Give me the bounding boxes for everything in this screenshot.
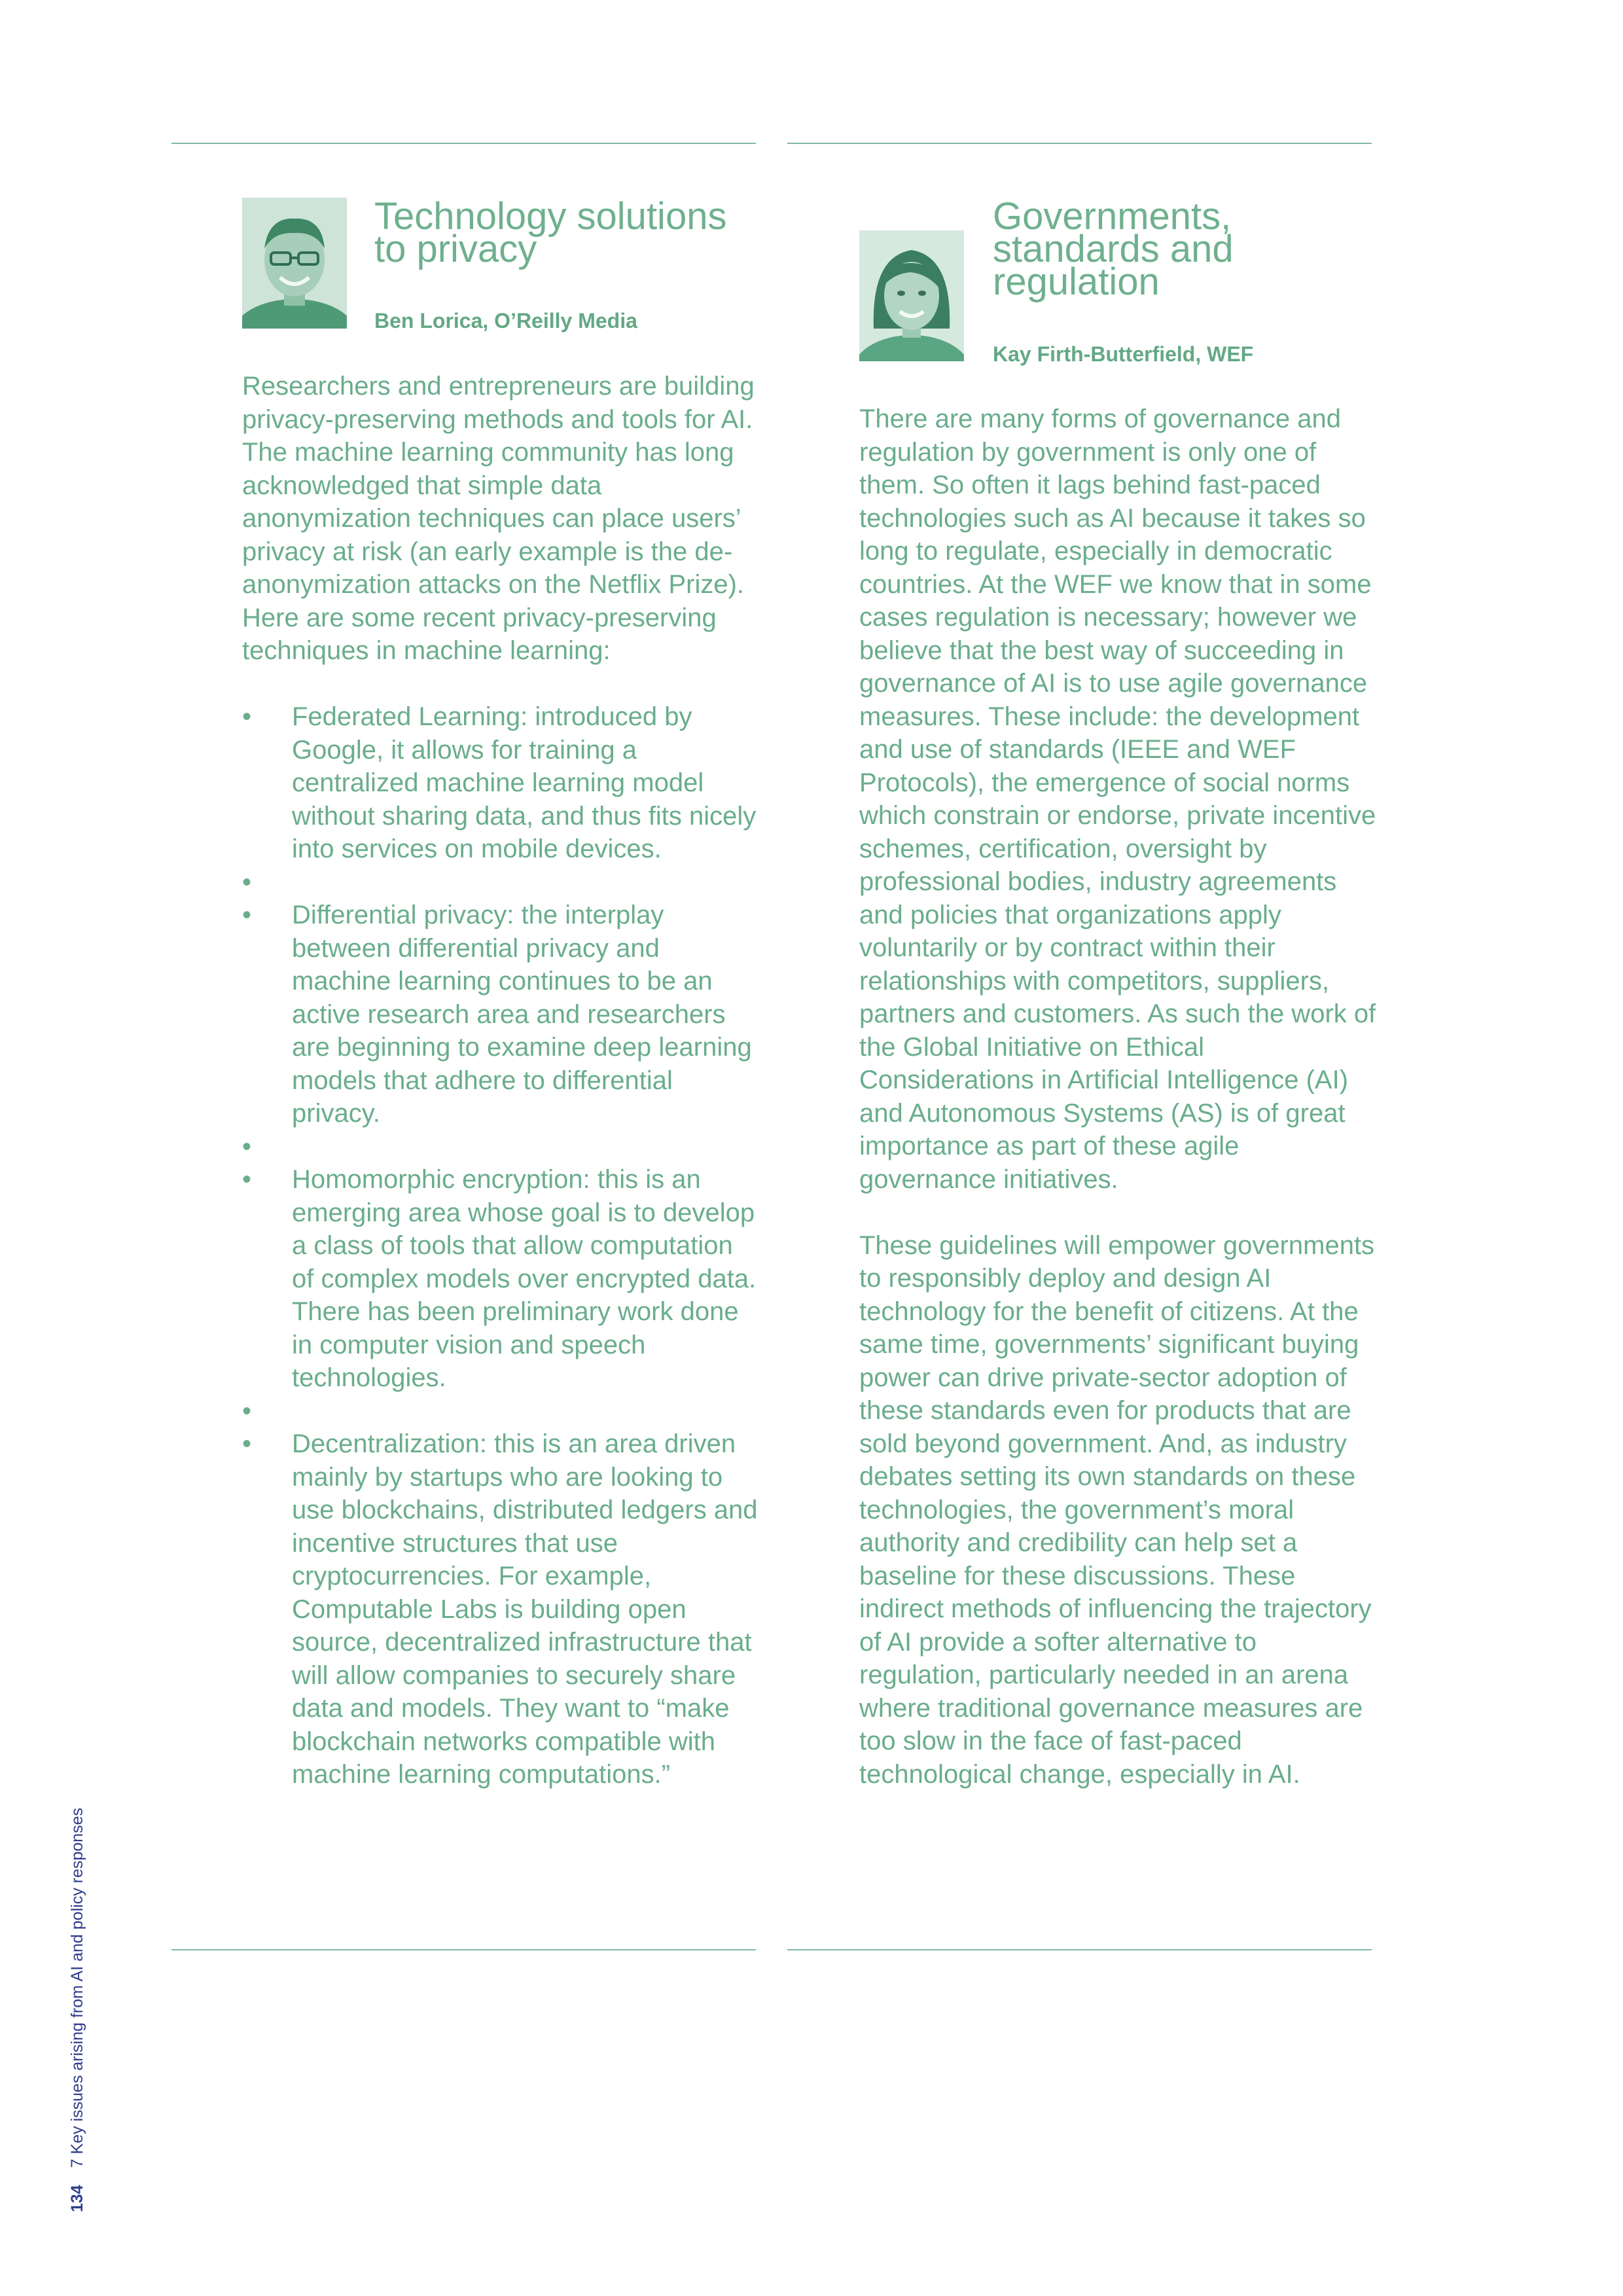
right-paragraph-governance: There are many forms of governance and regulation by government is only one of them. So often it lags behind fast-paced technologies such as AI because it takes so long to regulate, especially in democratic countries. At the WEF we know that in some cases regulation is necessary; however we believe that the best way of succeeding in governance of AI is to use agile governance measures. These include: the development and use of standards (IEEE and WEF Protocols), the emergence of social norms which constrain or endorse, private incentive schemes, certification, oversight by professional bodies, industry agreements and policies that organizations apply voluntarily or by contract within their relationships with competitors, suppliers, partners and customers. As such the work of the Global Initiative on Ethical Considerations in Artificial Intelligence (AI) and Autonomous Systems (AS) is of great importance as part of these agile governance initiatives. [859, 404, 1376, 1194]
author-photo-kay-firth-butterfield [859, 230, 964, 361]
page-number: 134 [68, 2185, 86, 2212]
bottom-rule-left [171, 1949, 756, 1950]
right-section-title: Governments, standards and regulation [993, 195, 1234, 303]
bullet-homomorphic-encryption: • Homomorphic encryption: this is an emerging area whose goal is to develop a class of tools that allow computation of complex models over encrypted data. There has been preliminary work done in computer vision and speech technologies. [242, 1163, 759, 1395]
portrait-icon [859, 230, 964, 361]
bullet-decentralization: • Decentralization: this is an area driven mainly by startups who are looking to use blockchains, distributed ledgers and incentive structures that use cryptocurrencies. For example, Computable Labs is building open source, decentralized infrastructure that will allow companies to securely share data and models. They want to “make blockchain networks compatible with machine learning computations.” [242, 1427, 759, 1791]
left-intro-paragraph: Researchers and entrepreneurs are building privacy-preserving methods and tools for AI. The machine learning community has long acknowledged that simple data anonymization techniques can place users’ privacy at risk (an early example is the de-anonymization attacks on the Netflix Prize). Here are some recent privacy-preserving techniques in machine learning: [242, 372, 755, 665]
page-footer [64, 1702, 90, 2212]
left-section-title: Technology solutions to privacy [374, 195, 727, 270]
left-author-byline: Ben Lorica, O’Reilly Media [374, 309, 637, 332]
right-author-byline: Kay Firth-Butterfield, WEF [993, 342, 1254, 366]
right-paragraph-guidelines: These guidelines will empower governments to responsibly deploy and design AI technology for the benefit of citizens. At the same time, governments’ significant buying power can drive private-sector adoption of these standards even for products that are sold beyond government. And, as industry debates setting its own standards on these technologies, the government’s moral authority and credibility can help set a baseline for these discussions. These indirect methods of influencing the trajectory of AI provide a softer alternative to regulation, particularly needed in an arena where traditional governance measures are too slow in the face of fast-paced technological change, especially in AI. [859, 1230, 1375, 1789]
bottom-rule-right [787, 1949, 1372, 1950]
bullet-federated-learning: • Federated Learning: introduced by Google, it allows for training a centralized machine learning model without sharing data, and thus fits nicely into services on mobile devices. [242, 700, 759, 866]
section-title: 7 Key issues arising from AI and policy responses [68, 1808, 86, 2168]
bullet-differential-privacy: • Differential privacy: the interplay between differential privacy and machine learning continues to be an active research area and researchers are beginning to examine deep learning models that adhere to differential privacy. [242, 899, 759, 1130]
right-body [859, 403, 1383, 1791]
